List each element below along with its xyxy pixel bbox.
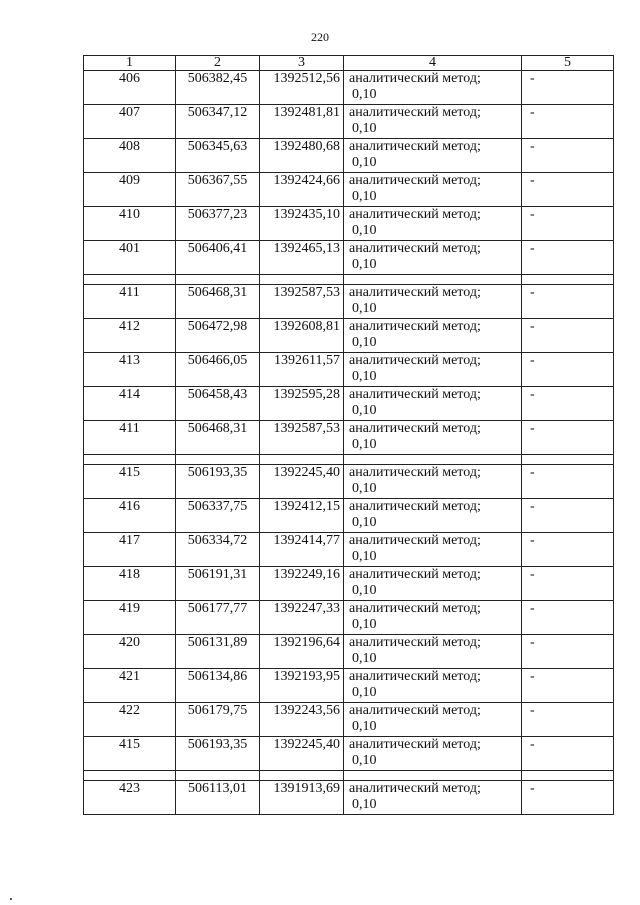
note-cell: - [522, 669, 614, 703]
method-cell [344, 173, 522, 207]
accuracy-text: 0,10 [352, 481, 377, 496]
table-row [84, 567, 614, 601]
x-coordinate-cell: 506472,98 [176, 319, 260, 353]
note-cell: - [522, 465, 614, 499]
accuracy-text: 0,10 [352, 685, 377, 700]
method-text: аналитический метод; [349, 353, 481, 368]
table-separator-row [84, 455, 614, 465]
y-coordinate-cell: 1392249,16 [260, 567, 344, 601]
y-coordinate-cell: 1392196,64 [260, 635, 344, 669]
table-row [84, 737, 614, 771]
method-text: аналитический метод; [349, 465, 481, 480]
table-row [84, 781, 614, 815]
method-cell [344, 285, 522, 319]
column-header: 5 [522, 56, 614, 71]
method-text: аналитический метод; [349, 207, 481, 222]
method-text: аналитический метод; [349, 781, 481, 796]
x-coordinate-cell: 506113,01 [176, 781, 260, 815]
point-number-cell: 416 [84, 499, 176, 533]
method-cell [344, 533, 522, 567]
empty-cell [522, 455, 614, 465]
accuracy-text: 0,10 [352, 403, 377, 418]
accuracy-text: 0,10 [352, 583, 377, 598]
note-cell: - [522, 71, 614, 105]
note-cell: - [522, 139, 614, 173]
empty-cell [522, 771, 614, 781]
table-row [84, 465, 614, 499]
table-row [84, 207, 614, 241]
method-text: аналитический метод; [349, 601, 481, 616]
method-text: аналитический метод; [349, 737, 481, 752]
method-text: аналитический метод; [349, 173, 481, 188]
method-cell [344, 421, 522, 455]
method-text: аналитический метод; [349, 567, 481, 582]
table-row [84, 105, 614, 139]
x-coordinate-cell: 506458,43 [176, 387, 260, 421]
note-cell: - [522, 353, 614, 387]
x-coordinate-cell: 506177,77 [176, 601, 260, 635]
method-text: аналитический метод; [349, 387, 481, 402]
empty-cell [84, 455, 176, 465]
accuracy-text: 0,10 [352, 617, 377, 632]
x-coordinate-cell: 506468,31 [176, 285, 260, 319]
y-coordinate-cell: 1392587,53 [260, 285, 344, 319]
note-cell: - [522, 207, 614, 241]
empty-cell [176, 455, 260, 465]
table-separator-row [84, 275, 614, 285]
method-cell [344, 669, 522, 703]
y-coordinate-cell: 1391913,69 [260, 781, 344, 815]
x-coordinate-cell: 506134,86 [176, 669, 260, 703]
point-number-cell: 408 [84, 139, 176, 173]
method-text: аналитический метод; [349, 285, 481, 300]
x-coordinate-cell: 506466,05 [176, 353, 260, 387]
accuracy-text: 0,10 [352, 797, 377, 812]
note-cell: - [522, 635, 614, 669]
column-header: 4 [344, 56, 522, 71]
method-text: аналитический метод; [349, 533, 481, 548]
method-cell [344, 71, 522, 105]
method-cell [344, 499, 522, 533]
table-row [84, 71, 614, 105]
method-cell [344, 387, 522, 421]
y-coordinate-cell: 1392512,56 [260, 71, 344, 105]
point-number-cell: 420 [84, 635, 176, 669]
method-cell [344, 567, 522, 601]
y-coordinate-cell: 1392465,13 [260, 241, 344, 275]
y-coordinate-cell: 1392611,57 [260, 353, 344, 387]
table-row [84, 387, 614, 421]
accuracy-text: 0,10 [352, 301, 377, 316]
y-coordinate-cell: 1392247,33 [260, 601, 344, 635]
accuracy-text: 0,10 [352, 651, 377, 666]
empty-cell [260, 455, 344, 465]
method-text: аналитический метод; [349, 71, 481, 86]
table-header-row [84, 56, 614, 71]
table-row [84, 703, 614, 737]
note-cell: - [522, 601, 614, 635]
note-cell: - [522, 737, 614, 771]
column-header: 3 [260, 56, 344, 71]
y-coordinate-cell: 1392412,15 [260, 499, 344, 533]
empty-cell [84, 275, 176, 285]
point-number-cell: 413 [84, 353, 176, 387]
y-coordinate-cell: 1392435,10 [260, 207, 344, 241]
method-cell [344, 601, 522, 635]
empty-cell [344, 455, 522, 465]
note-cell: - [522, 241, 614, 275]
point-number-cell: 414 [84, 387, 176, 421]
point-number-cell: 401 [84, 241, 176, 275]
point-number-cell: 407 [84, 105, 176, 139]
x-coordinate-cell: 506468,31 [176, 421, 260, 455]
column-header: 1 [84, 56, 176, 71]
empty-cell [260, 771, 344, 781]
table-row [84, 353, 614, 387]
x-coordinate-cell: 506131,89 [176, 635, 260, 669]
method-text: аналитический метод; [349, 703, 481, 718]
method-cell [344, 703, 522, 737]
empty-cell [84, 771, 176, 781]
method-cell [344, 737, 522, 771]
x-coordinate-cell: 506347,12 [176, 105, 260, 139]
point-number-cell: 411 [84, 285, 176, 319]
point-number-cell: 422 [84, 703, 176, 737]
point-number-cell: 406 [84, 71, 176, 105]
accuracy-text: 0,10 [352, 335, 377, 350]
empty-cell [344, 771, 522, 781]
accuracy-text: 0,10 [352, 121, 377, 136]
method-cell [344, 635, 522, 669]
note-cell: - [522, 105, 614, 139]
table-row [84, 285, 614, 319]
table-row [84, 533, 614, 567]
empty-cell [176, 771, 260, 781]
accuracy-text: 0,10 [352, 189, 377, 204]
x-coordinate-cell: 506377,23 [176, 207, 260, 241]
y-coordinate-cell: 1392193,95 [260, 669, 344, 703]
page-number: 220 [311, 30, 329, 44]
table-row [84, 635, 614, 669]
point-number-cell: 411 [84, 421, 176, 455]
scan-speck [10, 898, 12, 900]
y-coordinate-cell: 1392414,77 [260, 533, 344, 567]
x-coordinate-cell: 506367,55 [176, 173, 260, 207]
accuracy-text: 0,10 [352, 155, 377, 170]
method-text: аналитический метод; [349, 635, 481, 650]
note-cell: - [522, 387, 614, 421]
point-number-cell: 419 [84, 601, 176, 635]
empty-cell [522, 275, 614, 285]
method-text: аналитический метод; [349, 421, 481, 436]
method-cell [344, 241, 522, 275]
note-cell: - [522, 499, 614, 533]
note-cell: - [522, 173, 614, 207]
method-text: аналитический метод; [349, 105, 481, 120]
table-row [84, 139, 614, 173]
method-cell [344, 139, 522, 173]
method-cell [344, 319, 522, 353]
y-coordinate-cell: 1392245,40 [260, 465, 344, 499]
accuracy-text: 0,10 [352, 437, 377, 452]
point-number-cell: 418 [84, 567, 176, 601]
x-coordinate-cell: 506193,35 [176, 465, 260, 499]
table-body [84, 71, 614, 815]
table-row [84, 421, 614, 455]
method-text: аналитический метод; [349, 241, 481, 256]
method-text: аналитический метод; [349, 319, 481, 334]
table-row [84, 241, 614, 275]
point-number-cell: 415 [84, 737, 176, 771]
note-cell: - [522, 319, 614, 353]
method-cell [344, 105, 522, 139]
accuracy-text: 0,10 [352, 223, 377, 238]
x-coordinate-cell: 506193,35 [176, 737, 260, 771]
point-number-cell: 410 [84, 207, 176, 241]
table-row [84, 319, 614, 353]
y-coordinate-cell: 1392608,81 [260, 319, 344, 353]
point-number-cell: 423 [84, 781, 176, 815]
empty-cell [260, 275, 344, 285]
y-coordinate-cell: 1392424,66 [260, 173, 344, 207]
table-separator-row [84, 771, 614, 781]
accuracy-text: 0,10 [352, 369, 377, 384]
y-coordinate-cell: 1392587,53 [260, 421, 344, 455]
x-coordinate-cell: 506334,72 [176, 533, 260, 567]
note-cell: - [522, 567, 614, 601]
method-text: аналитический метод; [349, 499, 481, 514]
y-coordinate-cell: 1392245,40 [260, 737, 344, 771]
accuracy-text: 0,10 [352, 753, 377, 768]
coordinates-table [83, 55, 614, 815]
method-cell [344, 781, 522, 815]
method-cell [344, 353, 522, 387]
method-cell [344, 207, 522, 241]
note-cell: - [522, 533, 614, 567]
accuracy-text: 0,10 [352, 549, 377, 564]
accuracy-text: 0,10 [352, 87, 377, 102]
point-number-cell: 417 [84, 533, 176, 567]
x-coordinate-cell: 506191,31 [176, 567, 260, 601]
accuracy-text: 0,10 [352, 257, 377, 272]
point-number-cell: 421 [84, 669, 176, 703]
method-text: аналитический метод; [349, 139, 481, 154]
method-cell [344, 465, 522, 499]
point-number-cell: 415 [84, 465, 176, 499]
point-number-cell: 412 [84, 319, 176, 353]
table-row [84, 601, 614, 635]
x-coordinate-cell: 506406,41 [176, 241, 260, 275]
point-number-cell: 409 [84, 173, 176, 207]
note-cell: - [522, 421, 614, 455]
x-coordinate-cell: 506345,63 [176, 139, 260, 173]
x-coordinate-cell: 506179,75 [176, 703, 260, 737]
empty-cell [344, 275, 522, 285]
y-coordinate-cell: 1392481,81 [260, 105, 344, 139]
note-cell: - [522, 781, 614, 815]
table-row [84, 173, 614, 207]
y-coordinate-cell: 1392243,56 [260, 703, 344, 737]
y-coordinate-cell: 1392595,28 [260, 387, 344, 421]
table-row [84, 669, 614, 703]
column-header: 2 [176, 56, 260, 71]
accuracy-text: 0,10 [352, 515, 377, 530]
empty-cell [176, 275, 260, 285]
x-coordinate-cell: 506337,75 [176, 499, 260, 533]
table-row [84, 499, 614, 533]
y-coordinate-cell: 1392480,68 [260, 139, 344, 173]
note-cell: - [522, 703, 614, 737]
x-coordinate-cell: 506382,45 [176, 71, 260, 105]
note-cell: - [522, 285, 614, 319]
method-text: аналитический метод; [349, 669, 481, 684]
accuracy-text: 0,10 [352, 719, 377, 734]
